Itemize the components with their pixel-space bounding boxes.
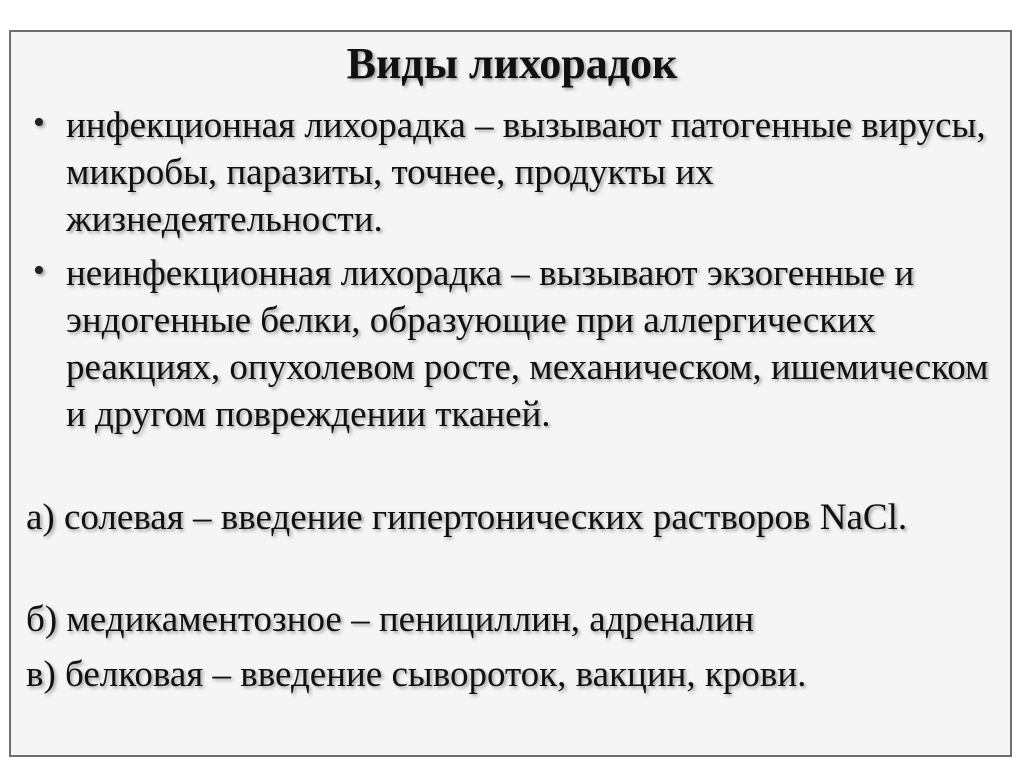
- slide-title: Виды лихорадок: [346, 39, 678, 88]
- bullet-infectious-fever: инфекционная лихорадка – вызывают патогенные вирусы, микробы, паразиты, точнее, продукты их жизнедеятельности.: [66, 105, 986, 240]
- item-medication: б) медикаментозное – пенициллин, адреналин: [26, 599, 755, 640]
- item-saline: а) солевая – введение гипертонических растворов NaCl.: [26, 497, 908, 538]
- bullet-noninfectious-fever: неинфекционная лихорадка – вызывают экзогенные и эндогенные белки, образующие при аллергических реакциях, опухолевом росте, механическом, ишемическом и другом повреждении тканей.: [66, 253, 989, 435]
- item-protein: в) белковая – введение сывороток, вакцин, крови.: [26, 654, 807, 695]
- bullet-marker: •: [33, 104, 45, 141]
- bullet-marker: •: [33, 252, 45, 289]
